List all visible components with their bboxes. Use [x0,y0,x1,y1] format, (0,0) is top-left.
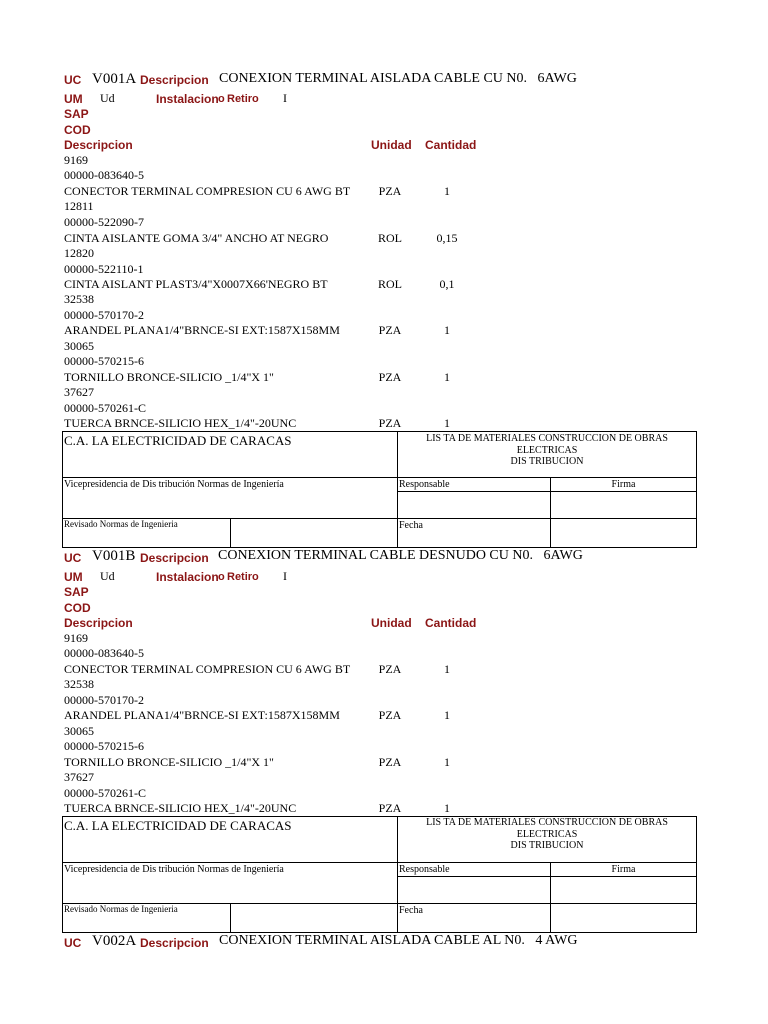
um-label: UM [64,570,83,584]
item-unit: ROL [378,277,402,291]
retiro-label: Retiro [227,571,259,583]
item-desc: TORNILLO BRONCE-SILICIO _1/4"X 1" [64,755,274,769]
vicepresidencia-label: Vicepresidencia de Dis tribución Normas de Ingeniería [64,479,284,490]
unit-code: V001A [92,71,137,87]
item-qty: 0,1 [439,277,455,291]
cod-label: COD [64,601,91,615]
col-cantidad-header: Cantidad [425,616,477,630]
instalacion-label: Instalacion [156,570,219,584]
col-descripcion-header: Descripcion [64,138,133,152]
sap-label: SAP [64,107,89,121]
item-cod: 00000-570215-6 [64,739,144,753]
item-unit: PZA [378,323,402,337]
item-qty: 1 [444,323,450,337]
cod-label: COD [64,123,91,137]
unit-code: V001B [92,548,136,564]
item-qty: 1 [444,755,450,769]
company-name: C.A. LA ELECTRICIDAD DE CARACAS [64,433,292,448]
item-cod: 00000-570261-C [64,786,146,800]
descripcion-label: Descripcion [140,551,209,565]
item-cod: 00000-522110-1 [64,262,144,276]
responsable-label: Responsable [399,864,450,875]
item-sap: 30065 [64,724,94,738]
sap-label: SAP [64,585,89,599]
item-desc: CINTA AISLANTE GOMA 3/4" ANCHO AT NEGRO [64,231,329,245]
unit-title: CONEXION TERMINAL CABLE DESNUDO CU N0. 6AWG [218,548,583,563]
divider [230,518,231,548]
item-qty: 0,15 [436,231,458,245]
vicepresidencia-label: Vicepresidencia de Dis tribución Normas de Ingeniería [64,864,284,875]
item-unit: PZA [378,755,402,769]
item-cod: 00000-083640-5 [64,646,144,660]
um-value: Ud [100,91,115,105]
item-qty: 1 [444,370,450,384]
firma-label: Firma [611,479,636,490]
o-label: o [218,93,225,105]
list-title-line1: LIS TA DE MATERIALES CONSTRUCCION DE OBRAS [426,817,668,828]
item-sap: 9169 [64,153,88,167]
uc-label: UC [64,551,82,565]
um-label: UM [64,92,83,106]
fecha-label: Fecha [399,520,423,531]
item-cod: 00000-083640-5 [64,168,144,182]
uc-label: UC [64,936,82,950]
divider [397,491,697,492]
instalacion-value: I [283,569,287,583]
item-unit: PZA [378,416,402,430]
item-sap: 32538 [64,292,94,306]
item-qty: 1 [444,416,450,430]
item-desc: CONECTOR TERMINAL COMPRESION CU 6 AWG BT [64,184,351,198]
list-title-line1: LIS TA DE MATERIALES CONSTRUCCION DE OBRAS [426,433,668,444]
divider [397,876,697,877]
item-desc: CONECTOR TERMINAL COMPRESION CU 6 AWG BT [64,662,351,676]
instalacion-label: Instalacion [156,92,219,106]
item-qty: 1 [444,662,450,676]
list-title-line2: ELECTRICAS [516,445,578,456]
item-sap: 37627 [64,770,94,784]
item-sap: 37627 [64,385,94,399]
company-name: C.A. LA ELECTRICIDAD DE CARACAS [64,818,292,833]
o-label: o [218,571,225,583]
item-qty: 1 [444,801,450,815]
item-desc: CINTA AISLANT PLAST3/4"X0007X66'NEGRO BT [64,277,328,291]
item-sap: 12811 [64,199,94,213]
retiro-label: Retiro [227,93,259,105]
unit-code: V002A [92,933,137,949]
item-desc: TUERCA BRNCE-SILICIO HEX_1/4"-20UNC [64,801,297,815]
item-unit: PZA [378,184,402,198]
item-desc: TORNILLO BRONCE-SILICIO _1/4"X 1" [64,370,274,384]
item-unit: PZA [378,370,402,384]
um-value: Ud [100,569,115,583]
list-title-line2: ELECTRICAS [516,829,578,840]
item-cod: 00000-570215-6 [64,354,144,368]
item-cod: 00000-570261-C [64,401,146,415]
divider [62,862,697,863]
descripcion-label: Descripcion [140,73,209,87]
item-qty: 1 [444,184,450,198]
item-unit: ROL [378,231,402,245]
col-unidad-header: Unidad [371,138,412,152]
item-sap: 9169 [64,631,88,645]
item-cod: 00000-522090-7 [64,215,144,229]
descripcion-label: Descripcion [140,936,209,950]
item-desc: ARANDEL PLANA1/4"BRNCE-SI EXT:1587X158MM [64,708,340,722]
responsable-label: Responsable [399,479,450,490]
item-unit: PZA [378,708,402,722]
item-qty: 1 [444,708,450,722]
item-cod: 00000-570170-2 [64,693,144,707]
list-title-line3: DIS TRIBUCION [510,840,584,851]
divider [62,477,697,478]
item-desc: ARANDEL PLANA1/4"BRNCE-SI EXT:1587X158MM [64,323,340,337]
item-unit: PZA [378,662,402,676]
divider [230,903,231,933]
fecha-label: Fecha [399,905,423,916]
revisado-label: Revisado Normas de Ingenieria [64,904,178,914]
item-cod: 00000-570170-2 [64,308,144,322]
item-unit: PZA [378,801,402,815]
item-desc: TUERCA BRNCE-SILICIO HEX_1/4"-20UNC [64,416,297,430]
col-cantidad-header: Cantidad [425,138,477,152]
col-descripcion-header: Descripcion [64,616,133,630]
revisado-label: Revisado Normas de Ingenieria [64,519,178,529]
unit-title: CONEXION TERMINAL AISLADA CABLE AL N0. 4 AWG [219,933,578,948]
uc-label: UC [64,73,82,87]
item-sap: 12820 [64,246,94,260]
item-sap: 32538 [64,677,94,691]
col-unidad-header: Unidad [371,616,412,630]
list-title-line3: DIS TRIBUCION [510,456,584,467]
unit-title: CONEXION TERMINAL AISLADA CABLE CU N0. 6AWG [219,71,577,86]
instalacion-value: I [283,91,287,105]
firma-label: Firma [611,864,636,875]
item-sap: 30065 [64,339,94,353]
